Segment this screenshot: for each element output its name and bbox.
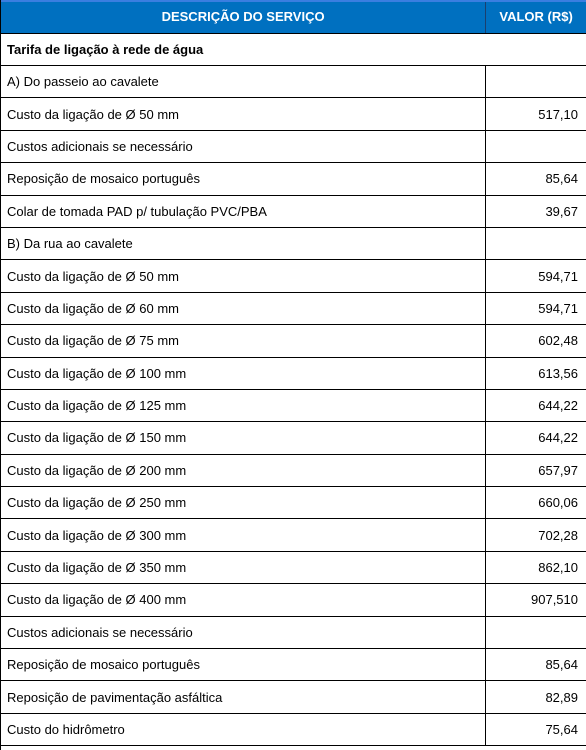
row-description: A) Do passeio ao cavalete [1, 66, 486, 97]
row-value: 517,10 [538, 106, 578, 122]
row-value: 594,71 [538, 268, 578, 284]
row-value: 657,97 [538, 462, 578, 478]
section-title: Tarifa de ligação à rede de água [7, 42, 204, 57]
table-row [1, 649, 586, 681]
table-row [1, 681, 586, 713]
row-value: 644,22 [538, 430, 578, 446]
table-header [1, 0, 586, 34]
row-description: Custo da ligação de Ø 200 mm [1, 455, 486, 486]
table-row [1, 714, 586, 746]
row-description: Custo da ligação de Ø 300 mm [1, 519, 486, 550]
row-description: B) Da rua ao cavalete [1, 228, 486, 259]
row-description: Custos adicionais se necessário [1, 617, 486, 648]
row-value: 594,71 [538, 300, 578, 316]
row-description: Reposição de mosaico português [1, 163, 486, 194]
table-row [1, 617, 586, 649]
table-row [1, 325, 586, 357]
row-description: Custo da ligação de Ø 75 mm [1, 325, 486, 356]
row-value: 85,64 [545, 171, 578, 187]
section-title-row [1, 34, 586, 66]
row-value: 39,67 [545, 203, 578, 219]
row-value [486, 228, 586, 259]
row-description: Custo da ligação de Ø 50 mm [1, 98, 486, 129]
row-value: 907,510 [531, 592, 578, 608]
row-value: 644,22 [538, 398, 578, 414]
table-row [1, 390, 586, 422]
table-row [1, 293, 586, 325]
row-description: Custo da ligação de Ø 400 mm [1, 584, 486, 615]
row-value: 613,56 [538, 365, 578, 381]
row-value: 75,64 [545, 722, 578, 737]
table-row [1, 163, 586, 195]
row-value [486, 131, 586, 162]
table-row [1, 487, 586, 519]
table-row [1, 66, 586, 98]
table-row [1, 519, 586, 551]
row-description: Custo da ligação de Ø 350 mm [1, 552, 486, 583]
row-value: 862,10 [538, 560, 578, 576]
table-body [1, 66, 586, 746]
table-row [1, 584, 586, 616]
row-description: Custo da ligação de Ø 250 mm [1, 487, 486, 518]
header-value: VALOR (R$) [499, 9, 573, 24]
row-value: 85,64 [545, 657, 578, 673]
table-row [1, 131, 586, 163]
row-description: Custo da ligação de Ø 60 mm [1, 293, 486, 324]
row-description: Custo da ligação de Ø 100 mm [1, 358, 486, 389]
row-description: Custos adicionais se necessário [1, 131, 486, 162]
row-value [486, 617, 586, 648]
table-row [1, 98, 586, 130]
row-description: Custo da ligação de Ø 50 mm [1, 260, 486, 291]
row-value [486, 66, 586, 97]
row-value: 660,06 [538, 495, 578, 511]
row-value: 602,48 [538, 333, 578, 349]
table-row [1, 455, 586, 487]
table-row [1, 358, 586, 390]
row-value: 702,28 [538, 527, 578, 543]
table-row [1, 260, 586, 292]
row-description: Reposição de pavimentação asfáltica [1, 681, 486, 712]
row-description: Custo da ligação de Ø 125 mm [1, 390, 486, 421]
row-description: Custo da ligação de Ø 150 mm [1, 422, 486, 453]
top-border [1, 0, 586, 2]
row-description: Custo do hidrômetro [1, 714, 486, 745]
row-description: Colar de tomada PAD p/ tubulação PVC/PBA [1, 196, 486, 227]
row-description: Reposição de mosaico português [1, 649, 486, 680]
table-row [1, 422, 586, 454]
table-row [1, 196, 586, 228]
table-row [1, 552, 586, 584]
table-row [1, 228, 586, 260]
header-description: DESCRIÇÃO DO SERVIÇO [1, 0, 486, 33]
row-value: 82,89 [545, 689, 578, 705]
